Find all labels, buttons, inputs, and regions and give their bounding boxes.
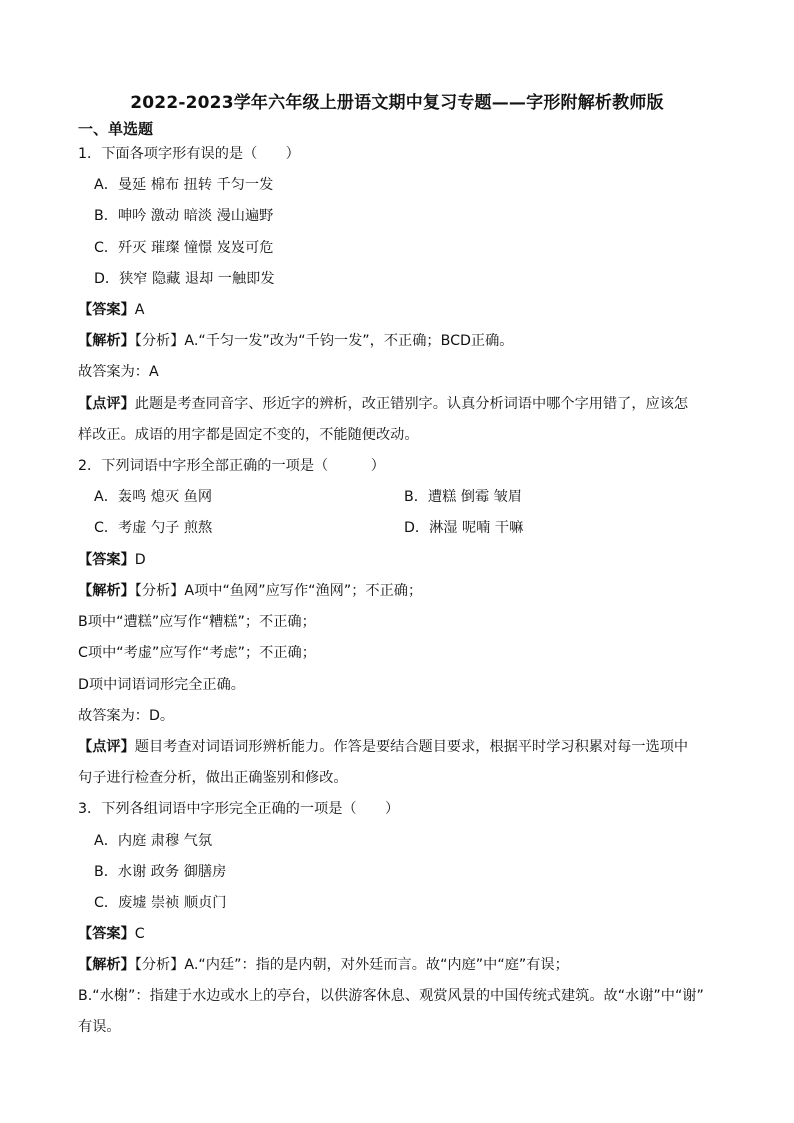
question-2-comment-cont: 句子进行检查分析，做出正确鉴别和修改。: [78, 770, 348, 786]
question-1-stem: 1．下面各项字形有误的是（ ）: [78, 146, 300, 162]
question-2-conclusion: 故答案为：D。: [78, 708, 175, 724]
analysis-text: 【分析】A.“千匀一发”改为“千钧一发”，不正确；BCD正确。: [134, 333, 514, 349]
analysis-text: 【分析】A.“内廷”：指的是内朝，对外廷而言。故“内庭”中“庭”有误；: [134, 957, 569, 973]
question-1-comment-cont: 样改正。成语的用字都是固定不变的，不能随便改动。: [78, 427, 419, 443]
question-2-analysis: [78, 581, 422, 601]
section-heading: 一、单选题: [78, 120, 154, 138]
answer-tag: 【答案】: [78, 552, 135, 568]
analysis-tag: 【解析】: [78, 333, 135, 349]
question-2-option-c: C．考虚 勺子 煎熬: [94, 520, 213, 536]
question-2-option-b: B．遭糕 倒霉 皱眉: [404, 489, 523, 505]
analysis-tag: 【解析】: [78, 583, 135, 599]
question-1-answer: [78, 300, 144, 320]
comment-text: 题目考查对词语词形辨析能力。作答是要结合题目要求，根据平时学习积累对每一选项中: [134, 739, 689, 755]
answer-value: A: [134, 302, 145, 318]
question-1-conclusion: 故答案为：A: [78, 364, 159, 380]
question-2-comment: [78, 737, 688, 757]
question-2-analysis-d: D项中词语词形完全正确。: [78, 677, 245, 693]
analysis-tag: 【解析】: [78, 957, 135, 973]
answer-tag: 【答案】: [78, 302, 135, 318]
question-3-analysis-b: B.“水榭”：指建于水边或水上的亭台，以供游客休息、观赏风景的中国传统式建筑。故“水谢”中“谢”: [78, 988, 704, 1004]
answer-value: C: [134, 926, 145, 942]
question-3-analysis-c: 有误。: [78, 1019, 121, 1035]
answer-value: D: [134, 552, 146, 568]
question-2-analysis-b: B项中“遭糕”应写作“糟糕”；不正确；: [78, 614, 316, 630]
question-3-stem: 3．下列各组词语中字形完全正确的一项是（ ）: [78, 801, 400, 817]
question-2-option-d: D．淋湿 呢喃 干嘛: [404, 520, 524, 536]
comment-tag: 【点评】: [78, 396, 135, 412]
question-1-analysis: [78, 331, 513, 351]
question-2-stem: 2．下列词语中字形全部正确的一项是（ ）: [78, 458, 385, 474]
question-2-answer: [78, 550, 146, 570]
comment-tag: 【点评】: [78, 739, 135, 755]
question-3-option-a: A．内庭 肃穆 气氛: [94, 833, 213, 849]
page-title: 2022-2023学年六年级上册语文期中复习专题——字形附解析教师版: [130, 93, 664, 113]
analysis-text: 【分析】A项中“鱼网”应写作“渔网”；不正确；: [134, 583, 423, 599]
answer-tag: 【答案】: [78, 926, 135, 942]
question-1-option-b: B．呻吟 激动 暗淡 漫山遍野: [94, 208, 274, 224]
comment-text: 此题是考查同音字、形近字的辨析，改正错别字。认真分析词语中哪个字用错了，应该怎: [134, 396, 689, 412]
question-3-option-c: C．废墟 崇祯 顺贞门: [94, 895, 227, 911]
question-1-option-a: A．曼延 棉布 扭转 千匀一发: [94, 177, 274, 193]
question-1-option-c: C．歼灭 璀璨 憧憬 岌岌可危: [94, 240, 274, 256]
question-2-option-a: A．轰鸣 熄灭 鱼网: [94, 489, 213, 505]
question-1-option-d: D．狭窄 隐藏 退却 一触即发: [94, 271, 275, 287]
question-1-comment: [78, 394, 688, 414]
question-3-option-b: B．水谢 政务 御膳房: [94, 864, 227, 880]
question-3-analysis: [78, 955, 569, 975]
question-2-analysis-c: C项中“考虚”应写作“考虑”；不正确；: [78, 645, 316, 661]
question-3-answer: [78, 924, 145, 944]
